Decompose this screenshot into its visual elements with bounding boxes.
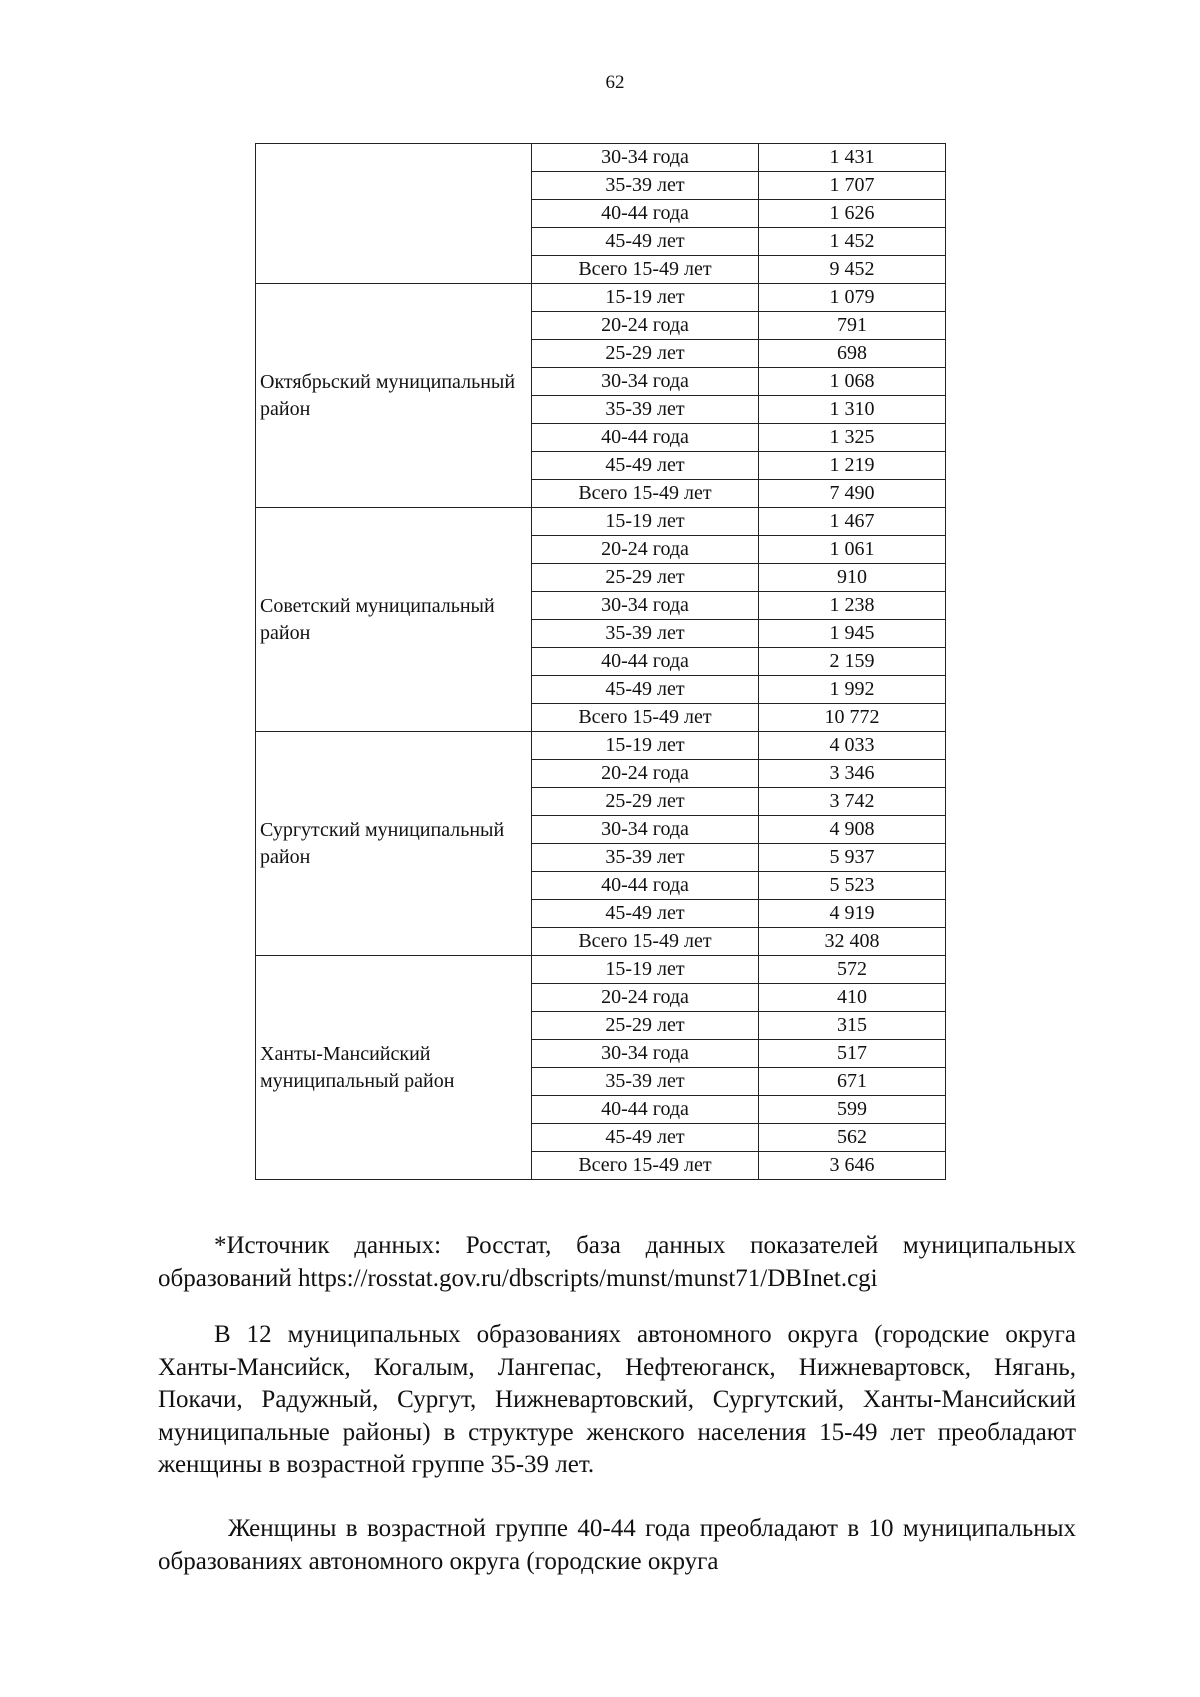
population-value-cell: 791 [759,312,946,340]
age-group-cell: 30-34 года [532,1040,759,1068]
population-value-cell: 4 908 [759,816,946,844]
age-group-cell: 40-44 года [532,648,759,676]
population-value-cell: 1 626 [759,200,946,228]
table-row [256,956,946,984]
population-value-cell: 5 523 [759,872,946,900]
age-group-cell: Всего 15-49 лет [532,704,759,732]
age-group-cell: 45-49 лет [532,1124,759,1152]
paragraph-1: В 12 муниципальных образованиях автономного округа (городские округа Ханты-Мансийск, Когалым, Лангепас, Нефтеюганск, Нижневартовск, Нягань, Покачи, Радужный, Сургут, Нижневартовский, Сургутский, Ханты-Мансийский муниципальные районы) в структуре женского населения 15-49 лет преобладают женщины в возрастной группе 35-39 лет. [158,1321,1076,1478]
age-group-cell: 35-39 лет [532,1068,759,1096]
population-value-cell: 10 772 [759,704,946,732]
table-row [256,284,946,312]
population-value-cell: 3 346 [759,760,946,788]
population-value-cell: 1 467 [759,508,946,536]
district-cell [256,144,532,284]
population-value-cell: 1 431 [759,144,946,172]
age-group-cell: 40-44 года [532,1096,759,1124]
population-value-cell: 562 [759,1124,946,1152]
age-group-cell: 25-29 лет [532,788,759,816]
district-cell: Сургутский муниципальный район [256,732,532,956]
age-group-cell: 30-34 года [532,368,759,396]
population-value-cell: 1 310 [759,396,946,424]
age-group-cell: 20-24 года [532,536,759,564]
age-group-cell: 45-49 лет [532,676,759,704]
source-note: *Источник данных: Росстат, база данных показателей муниципальных образований https://rosstat.gov.ru/dbscripts/munst/munst71/DBInet.cgi [158,1232,1076,1292]
population-value-cell: 1 707 [759,172,946,200]
table-body [256,144,946,1180]
population-value-cell: 1 219 [759,452,946,480]
population-value-cell: 1 945 [759,620,946,648]
age-group-cell: 45-49 лет [532,228,759,256]
age-group-cell: 20-24 года [532,312,759,340]
age-group-cell: 20-24 года [532,760,759,788]
population-value-cell: 410 [759,984,946,1012]
population-value-cell: 1 079 [759,284,946,312]
population-value-cell: 671 [759,1068,946,1096]
women-age-structure-table [255,143,946,1180]
age-group-cell: 30-34 года [532,592,759,620]
population-value-cell: 5 937 [759,844,946,872]
population-value-cell: 315 [759,1012,946,1040]
age-group-cell: 15-19 лет [532,956,759,984]
district-cell: Ханты-Мансийский муниципальный район [256,956,532,1180]
age-group-cell: 25-29 лет [532,340,759,368]
population-value-cell: 2 159 [759,648,946,676]
district-cell: Советский муниципальный район [256,508,532,732]
age-group-cell: 15-19 лет [532,732,759,760]
population-value-cell: 1 452 [759,228,946,256]
population-value-cell: 599 [759,1096,946,1124]
population-value-cell: 698 [759,340,946,368]
district-cell: Октябрьский муниципальный район [256,284,532,508]
age-group-cell: Всего 15-49 лет [532,1152,759,1180]
population-value-cell: 32 408 [759,928,946,956]
population-value-cell: 9 452 [759,256,946,284]
table-row [256,508,946,536]
population-value-cell: 1 068 [759,368,946,396]
age-group-cell: Всего 15-49 лет [532,256,759,284]
age-group-cell: Всего 15-49 лет [532,928,759,956]
age-group-cell: 40-44 года [532,424,759,452]
population-value-cell: 7 490 [759,480,946,508]
population-value-cell: 910 [759,564,946,592]
population-value-cell: 4 919 [759,900,946,928]
age-group-cell: Всего 15-49 лет [532,480,759,508]
age-group-cell: 15-19 лет [532,284,759,312]
population-value-cell: 4 033 [759,732,946,760]
population-value-cell: 1 061 [759,536,946,564]
population-value-cell: 1 325 [759,424,946,452]
page-number: 62 [605,72,625,93]
age-group-cell: 45-49 лет [532,452,759,480]
age-group-cell: 35-39 лет [532,844,759,872]
table-row [256,144,946,172]
population-value-cell: 1 992 [759,676,946,704]
age-group-cell: 30-34 года [532,816,759,844]
population-value-cell: 3 742 [759,788,946,816]
population-value-cell: 1 238 [759,592,946,620]
age-group-cell: 35-39 лет [532,396,759,424]
age-group-cell: 30-34 года [532,144,759,172]
age-group-cell: 35-39 лет [532,620,759,648]
age-group-cell: 20-24 года [532,984,759,1012]
age-group-cell: 15-19 лет [532,508,759,536]
age-group-cell: 35-39 лет [532,172,759,200]
population-value-cell: 3 646 [759,1152,946,1180]
age-group-cell: 25-29 лет [532,1012,759,1040]
table-row [256,732,946,760]
population-value-cell: 572 [759,956,946,984]
paragraph-2: Женщины в возрастной группе 40-44 года преобладают в 10 муниципальных образованиях автономного округа (городские округа [158,1515,1076,1575]
age-group-cell: 40-44 года [532,200,759,228]
age-group-cell: 40-44 года [532,872,759,900]
population-value-cell: 517 [759,1040,946,1068]
age-group-cell: 45-49 лет [532,900,759,928]
age-group-cell: 25-29 лет [532,564,759,592]
